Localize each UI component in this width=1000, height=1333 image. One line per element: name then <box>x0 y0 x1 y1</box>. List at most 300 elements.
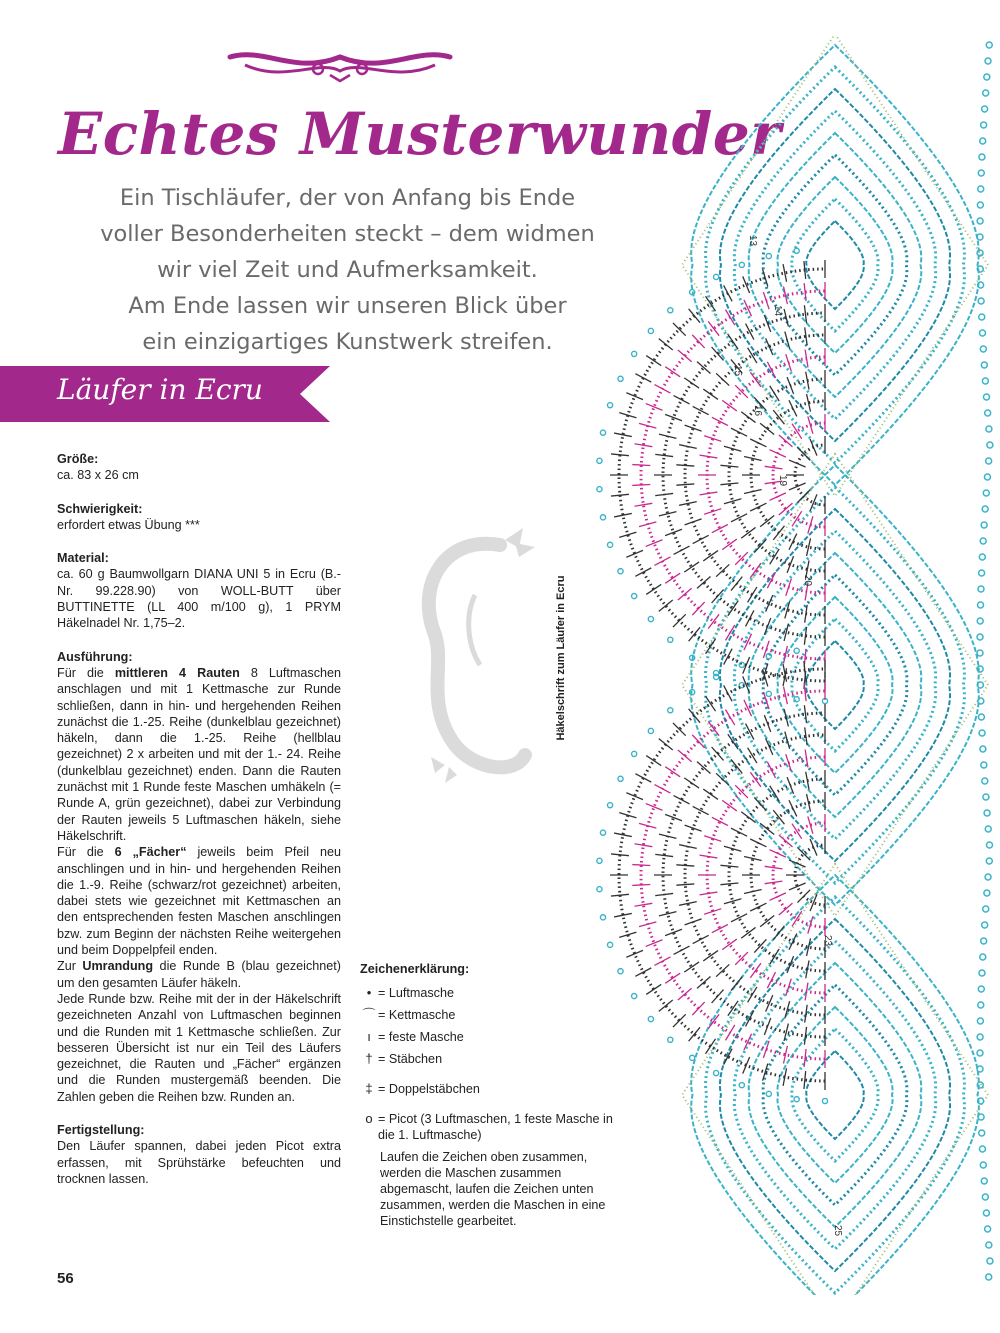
picot-mark <box>597 458 602 463</box>
picot-mark <box>979 730 985 736</box>
fan-stitch <box>787 956 794 973</box>
diamond-stitch-ring <box>777 177 892 353</box>
row-number-label: 15 <box>732 365 743 377</box>
text-run: Für die <box>57 665 115 680</box>
chart-caption-text: Häkelschrift zum Läufer in Ecru <box>555 575 567 741</box>
picot-mark <box>618 776 623 781</box>
picot-mark <box>977 650 983 656</box>
picot-mark <box>766 691 771 696</box>
picot-mark <box>981 938 987 944</box>
picot-mark <box>986 42 992 48</box>
fan-stitch <box>646 584 661 594</box>
picot-mark <box>984 474 990 480</box>
picot-mark <box>607 403 612 408</box>
fan-stitch <box>722 939 737 950</box>
picot-mark <box>739 262 744 267</box>
diamond-stitch-ring <box>777 1007 892 1183</box>
fan-stitch <box>676 465 694 466</box>
key-item-label: = Picot (3 Luftmaschen, 1 feste Masche in die 1. Luftmasche) <box>378 1112 613 1142</box>
picot-mark <box>632 351 637 356</box>
fan-stitch <box>665 367 680 377</box>
picot-mark <box>607 942 612 947</box>
intro-line: Am Ende lassen wir unseren Blick über <box>128 293 567 319</box>
fan-stitch <box>646 984 661 994</box>
diamond-stitch-ring <box>806 1051 864 1139</box>
picot-mark <box>977 634 983 640</box>
picot-mark <box>986 858 992 864</box>
fan-stitch <box>626 950 643 957</box>
fan-stitch <box>693 935 709 943</box>
slip-stitch-icon: ⌒ <box>362 1007 376 1022</box>
picot-mark <box>980 954 986 960</box>
picot-mark <box>618 569 623 574</box>
picot-mark <box>668 708 673 713</box>
fan-stitch <box>639 922 656 927</box>
picot-mark <box>985 410 991 416</box>
picot-mark <box>668 308 673 313</box>
fan-stitch <box>632 484 650 485</box>
picot-mark <box>607 803 612 808</box>
picot-mark <box>981 362 987 368</box>
picot-mark <box>977 250 983 256</box>
picot-mark <box>978 298 984 304</box>
fan-stitch <box>632 884 650 885</box>
fan-stitch <box>760 916 774 927</box>
row-number-label: 25 <box>832 1225 843 1237</box>
fan-stitch <box>674 546 690 554</box>
emphasis-run: Umrandung <box>82 959 154 974</box>
key-item-label: = Luftmasche <box>378 986 454 1000</box>
fan-stitch <box>654 557 670 565</box>
picot-mark <box>648 328 653 333</box>
fan-stitch <box>611 454 629 456</box>
fan-stitch <box>706 639 716 654</box>
picot-mark <box>984 74 990 80</box>
chain-stitch-icon: • <box>366 985 372 1000</box>
fan-stitch <box>689 309 700 323</box>
fan-stitch <box>704 836 721 842</box>
fan-stitch <box>684 562 699 572</box>
intro-line: wir viel Zeit und Aufmerksamkeit. <box>157 257 538 283</box>
fan-stitch <box>731 828 747 836</box>
fan-stitch <box>674 796 690 804</box>
picot-mark <box>982 1194 988 1200</box>
material-text: ca. 60 g Baumwollgarn DIANA UNI 5 in Ecru (B.-Nr. 99.228.90) von WOLL-BUTT über BUTTINETTE (LL 400 m/100 g), 1 PRYM Häkelnadel Nr. 1,75–2. <box>57 567 341 631</box>
fan-stitch <box>750 503 766 511</box>
fan-stitch <box>765 866 783 869</box>
execution-paragraph <box>57 844 341 958</box>
picot-mark <box>977 1034 983 1040</box>
fan-stitch <box>632 465 650 466</box>
fan-stitch <box>789 460 806 467</box>
picot-mark <box>978 986 984 992</box>
fan-stitch <box>743 1057 750 1074</box>
diamond-stitch-ring <box>749 133 922 397</box>
picot-mark <box>983 794 989 800</box>
picot-mark <box>977 1018 983 1024</box>
row-number-label: 19 <box>777 475 788 487</box>
difficulty-section <box>57 501 341 534</box>
finishing-heading: Fertigstellung: <box>57 1122 145 1137</box>
picot-mark <box>985 826 991 832</box>
picot-mark <box>600 515 605 520</box>
fan-stitch <box>611 494 629 496</box>
fan-stitch <box>611 854 629 856</box>
single-crochet-icon: ı <box>367 1029 371 1044</box>
fan-stitch <box>693 535 709 543</box>
execution-paragraph: Jede Runde bzw. Reihe mit der in der Häkelschrift gezeichneten Anzahl von Luftmaschen beginnen und die Runden mit 1 Kettmasche schließen. Zur besseren Übersicht ist nur ein Teil des Läufers gezeichnet, die Rauten und „Fächer“ ergänzen und die Runden mustergemäß beenden. Die Zahlen geben die Reihen bzw. Runden an. <box>57 991 341 1104</box>
fan-stitch <box>659 739 673 750</box>
picot-mark <box>739 1083 744 1088</box>
fan-stitch <box>704 509 721 515</box>
picot-mark <box>985 58 991 64</box>
picot-mark <box>648 728 653 733</box>
fan-stitch <box>805 983 808 1001</box>
picot-mark <box>979 570 985 576</box>
fan-stitch <box>708 614 719 628</box>
fan-stitch <box>804 705 806 723</box>
fan-stitch <box>646 356 661 366</box>
text-run: die Runde B (blau gezeichnet) um den gesamten Läufer häkeln. <box>57 959 341 990</box>
picot-mark <box>668 637 673 642</box>
fan-stitch <box>731 977 742 991</box>
picot-icon: o <box>365 1111 373 1126</box>
picot-mark <box>794 697 799 702</box>
fan-stitch <box>760 516 774 527</box>
fan-stitch <box>746 610 754 626</box>
text-run: 8 Luftmaschen anschlagen und mit 1 Kettmasche zur Runde schließen, dann in hin- und hergehenden Reihen zunächst die 1.-25. Reihe (dunkelblau gezeichnet) häkeln, dann die 1.-25. Reihe (hellblau gezeichnet) 2 x arbeiten und mit der 1.- 24. Reihe (dunkelblau gezeichnet) enden. Dann die Rauten zunächst mit 1 Runde feste Maschen umhäkeln (= Runde A, grün gezeichnet), dabei zur Verbindung der Rauten jeweils 5 Luftmaschen häkeln, siehe Häkelschrift. <box>57 665 342 843</box>
picot-mark <box>978 698 984 704</box>
picot-mark <box>986 426 992 432</box>
picot-mark <box>982 378 988 384</box>
fan-stitch <box>808 916 813 933</box>
fan-stitch <box>789 800 797 816</box>
fan-stitch <box>722 400 737 411</box>
fan-stitch <box>750 372 761 387</box>
diamond-stitch-ring <box>734 111 935 419</box>
fan-stitch <box>787 777 794 794</box>
picot-mark <box>632 593 637 598</box>
picot-mark <box>984 394 990 400</box>
text-run: Für die <box>57 845 115 860</box>
text-run: Zur <box>57 959 83 974</box>
diamond-stitch-ring <box>720 509 950 861</box>
fan-stitch <box>678 750 692 762</box>
fan-stitch <box>770 893 786 900</box>
fan-stitch <box>770 450 786 457</box>
key-item-label: = feste Masche <box>378 1030 464 1044</box>
key-item-label: = Doppelstäbchen <box>378 1082 480 1096</box>
fan-stitch <box>706 696 716 711</box>
fan-stitch <box>763 292 769 309</box>
picot-mark <box>632 751 637 756</box>
fan-stitch <box>720 483 738 485</box>
picot-mark <box>977 202 983 208</box>
size-text: ca. 83 x 26 cm <box>57 468 139 483</box>
picot-mark <box>979 154 985 160</box>
double-crochet-icon: † <box>365 1051 373 1066</box>
diamond-stitch-ring <box>777 597 892 773</box>
key-heading: Zeichenerklärung: <box>360 962 470 976</box>
picot-mark <box>986 842 992 848</box>
difficulty-text: erfordert etwas Übung *** <box>57 517 200 532</box>
fan-stitch <box>626 393 643 400</box>
picot-mark <box>822 1098 827 1103</box>
fan-stitch <box>654 785 670 793</box>
fan-stitch <box>626 793 643 800</box>
fan-stitch <box>659 434 676 438</box>
fan-stitch <box>808 516 813 533</box>
instructions-column <box>57 451 341 1204</box>
fan-stitch <box>789 483 806 490</box>
banner-label: Läufer in Ecru <box>57 373 263 406</box>
picot-mark <box>600 430 605 435</box>
picot-mark <box>979 970 985 976</box>
fan-stitch <box>659 834 676 838</box>
fan-stitch <box>792 511 802 526</box>
crochet-chart <box>575 35 1000 1295</box>
diamond-stitch-ring <box>792 1029 878 1161</box>
fan-stitch <box>619 413 636 418</box>
picot-mark <box>618 376 623 381</box>
fan-stitch <box>674 946 690 954</box>
fan-stitch <box>770 386 779 401</box>
picot-mark <box>980 1162 986 1168</box>
text-run: jeweils beim Pfeil neu anschlingen und in hin- und hergehenden Reihen die 1.-9. Reihe (schwarz/rot gezeichnet) arbeiten, dabei stets wie gezeichnet mit Kettmaschen an den entsprechenden festen Maschen anschlingen bzw. zum Beginn der nächsten Reihe weitergehen und beim Doppelpfeil enden. <box>57 845 341 958</box>
picot-mark <box>978 1002 984 1008</box>
material-section <box>57 550 341 631</box>
fan-stitch <box>767 762 775 778</box>
fan-stitch <box>750 903 766 911</box>
fan-stitch <box>659 339 673 350</box>
fan-stitch <box>789 934 797 950</box>
picot-mark <box>648 1016 653 1021</box>
fan-stitch <box>770 786 779 801</box>
fan-stitch <box>703 789 718 799</box>
diamond-stitch-ring <box>806 221 864 309</box>
fan-stitch <box>676 865 694 866</box>
picot-mark <box>982 778 988 784</box>
fan-stitch <box>708 721 719 735</box>
picot-mark <box>980 538 986 544</box>
fan-stitch <box>706 1039 716 1054</box>
picot-mark <box>983 90 989 96</box>
picot-mark <box>714 1070 719 1075</box>
picot-mark <box>982 506 988 512</box>
finishing-section <box>57 1122 341 1187</box>
fan-stitch <box>731 428 747 436</box>
fan-stitch <box>748 587 757 602</box>
execution-paragraph <box>57 958 341 991</box>
fan-stitch <box>789 883 806 890</box>
picot-mark <box>794 248 799 253</box>
key-note: Laufen die Zeichen oben zusammen, werden die Maschen zusammen abgemascht, laufen die Zeichen unten zusammen, werden die Maschen in eine Einstichstelle gearbeitet. <box>380 1150 606 1228</box>
fan-stitch <box>635 774 651 782</box>
fan-stitch <box>673 1014 686 1027</box>
key-item-label: = Stäbchen <box>378 1052 443 1066</box>
picot-mark <box>648 616 653 621</box>
woman-silhouette-watermark-icon <box>405 525 555 795</box>
fan-stitch <box>722 800 737 811</box>
picot-mark <box>982 922 988 928</box>
emphasis-run: mittleren 4 Rauten <box>114 665 240 680</box>
picot-mark <box>978 170 984 176</box>
fan-stitch <box>665 573 680 583</box>
diamond-stitch-ring <box>749 963 922 1227</box>
size-heading: Größe: <box>57 452 99 466</box>
fan-stitch <box>804 1071 806 1089</box>
picot-mark <box>986 1242 992 1248</box>
picot-mark <box>979 314 985 320</box>
fan-stitch-row <box>707 757 825 993</box>
picot-mark <box>980 346 986 352</box>
row-number-label: 14 <box>772 305 783 317</box>
execution-heading: Ausführung: <box>57 649 133 664</box>
picot-mark <box>766 254 771 259</box>
execution-paragraph <box>57 665 341 844</box>
picot-mark <box>983 1210 989 1216</box>
picot-mark <box>987 442 993 448</box>
fan-stitch <box>741 527 755 538</box>
row-number-label: 23 <box>822 935 833 947</box>
row-number-label: 13 <box>747 235 758 247</box>
picot-mark <box>980 746 986 752</box>
picot-mark <box>977 1050 983 1056</box>
key-item-label: = Kettmasche <box>378 1008 456 1022</box>
page-title: Echtes Musterwunder <box>58 100 782 168</box>
fan-stitch <box>619 813 636 818</box>
picot-mark <box>985 1226 991 1232</box>
picot-mark <box>984 890 990 896</box>
fan-stitch <box>766 338 773 355</box>
fan-stitch <box>679 845 697 849</box>
fan-stitch <box>685 919 702 925</box>
execution-section <box>57 649 341 1105</box>
fan-stitch <box>804 661 806 679</box>
fan-stitch <box>797 890 810 903</box>
picot-mark <box>986 1274 992 1280</box>
fan-stitch <box>770 493 786 500</box>
picot-mark <box>632 993 637 998</box>
fan-stitch <box>639 522 656 527</box>
difficulty-heading: Schwierigkeit: <box>57 501 143 516</box>
fan-stitch <box>678 350 692 362</box>
picot-mark <box>794 1097 799 1102</box>
fan-stitch <box>692 1002 704 1015</box>
picot-mark <box>980 138 986 144</box>
picot-mark <box>982 106 988 112</box>
fan-stitch <box>676 884 694 885</box>
fan-stitch <box>684 778 699 788</box>
intro-line: ein einzigartiges Kunstwerk streifen. <box>142 329 553 355</box>
picot-mark <box>600 915 605 920</box>
treble-crochet-icon: ‡ <box>365 1081 373 1096</box>
picot-mark <box>618 969 623 974</box>
fan-stitch <box>632 865 650 866</box>
fan-stitch <box>750 839 766 847</box>
fan-stitch <box>706 296 716 311</box>
fan-stitch <box>673 614 686 627</box>
fan-stitch <box>764 1018 770 1035</box>
fan-stitch <box>765 466 783 469</box>
fan-stitch <box>712 990 724 1003</box>
picot-mark <box>981 1178 987 1184</box>
diamond-stitch-ring <box>720 89 950 441</box>
fan-stitch <box>720 883 738 885</box>
fan-stitch <box>692 602 704 615</box>
picot-mark <box>597 858 602 863</box>
fan-stitch <box>748 348 757 363</box>
fan-stitch <box>789 400 797 416</box>
picot-mark <box>978 586 984 592</box>
fan-stitch <box>704 436 721 442</box>
fan-stitch <box>722 539 737 550</box>
intro-line: Ein Tischläufer, der von Anfang bis Ende <box>119 185 576 211</box>
fan-stitch <box>676 484 694 485</box>
fan-stitch <box>685 519 702 525</box>
intro-line: voller Besonderheiten steckt – dem widmen <box>100 221 595 247</box>
picot-mark <box>979 1130 985 1136</box>
picot-mark <box>978 186 984 192</box>
fan-stitch <box>655 493 673 495</box>
page-number: 56 <box>57 1270 74 1287</box>
fan-stitch <box>720 465 738 467</box>
fan-stitch <box>665 973 680 983</box>
picot-mark <box>597 887 602 892</box>
row-number-label: 16 <box>752 405 763 417</box>
picot-mark <box>794 648 799 653</box>
row-number-label: 20 <box>802 575 813 587</box>
diamond-stitch-ring <box>806 641 864 729</box>
fan-stitch <box>754 797 766 810</box>
diamond-stitch-ring <box>734 941 935 1249</box>
picot-mark <box>984 810 990 816</box>
picot-mark <box>979 554 985 560</box>
picot-mark <box>981 762 987 768</box>
picot-mark <box>977 618 983 624</box>
picot-mark <box>668 1037 673 1042</box>
picot-mark <box>690 1055 695 1060</box>
fan-stitch <box>639 823 656 828</box>
title-ornament-icon <box>225 45 455 85</box>
fan-stitch <box>654 957 670 965</box>
picot-mark <box>985 874 991 880</box>
fan-stitch <box>704 909 721 915</box>
fan-stitch <box>655 893 673 895</box>
size-section <box>57 451 341 484</box>
picot-mark <box>979 330 985 336</box>
fan-stitch <box>684 378 699 388</box>
fan-stitch <box>635 374 651 382</box>
picot-mark <box>981 522 987 528</box>
picot-mark <box>981 122 987 128</box>
fan-stitch <box>750 439 766 447</box>
picot-mark <box>978 602 984 608</box>
picot-mark <box>987 1258 993 1264</box>
fan-stitch <box>646 756 661 766</box>
picot-mark <box>977 218 983 224</box>
fan-stitch <box>724 685 732 701</box>
fan-stitch <box>639 423 656 428</box>
fan-stitch <box>703 551 718 561</box>
fan-stitch <box>744 489 762 493</box>
picot-mark <box>986 458 992 464</box>
fan-stitch <box>773 926 784 940</box>
intro-text <box>60 180 635 360</box>
picot-mark <box>766 1091 771 1096</box>
fan-stitch <box>785 732 790 749</box>
fan-stitch <box>744 889 762 893</box>
